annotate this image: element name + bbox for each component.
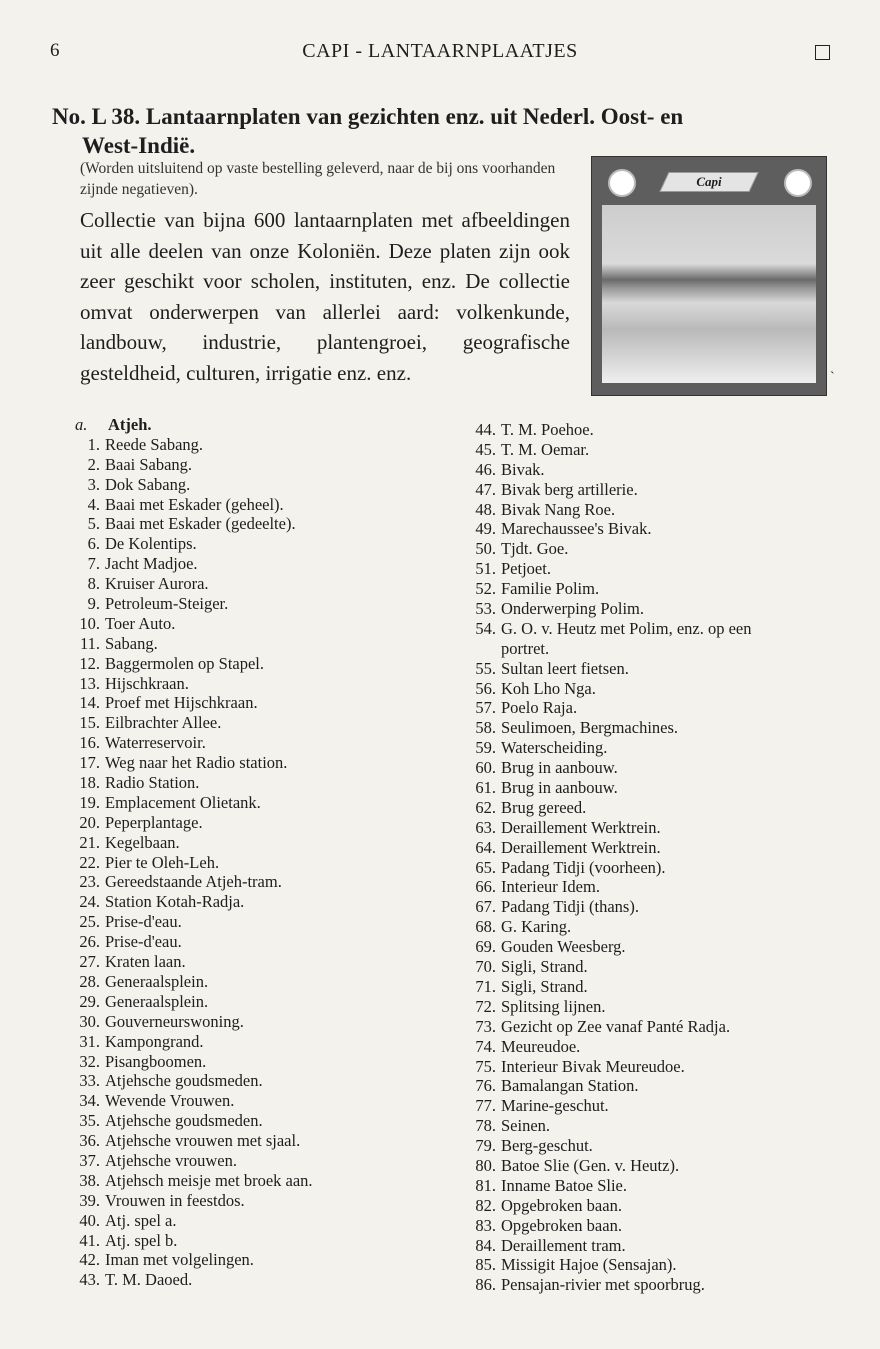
- item-number: 27.: [79, 952, 100, 972]
- item-title: G. Karing.: [501, 917, 572, 937]
- item-title: Weg naar het Radio station.: [105, 753, 288, 773]
- item-number: 24.: [79, 892, 100, 912]
- item-title: Brug in aanbouw.: [501, 758, 618, 778]
- item-number: 74.: [475, 1036, 496, 1056]
- item-title: Kraten laan.: [105, 952, 186, 972]
- slide-label-text: Capi: [696, 174, 722, 189]
- section-letter: a.: [75, 415, 88, 434]
- item-number: 5.: [87, 514, 100, 534]
- item-title: Kampongrand.: [105, 1031, 204, 1051]
- item-title: Atjehsche vrouwen met sjaal.: [105, 1131, 301, 1151]
- item-title: Poelo Raja.: [501, 698, 578, 718]
- item-title: Atj. spel a.: [105, 1210, 177, 1230]
- slide-hole-right-icon: [784, 169, 812, 197]
- slide-label: [659, 172, 758, 192]
- item-title: Sabang.: [105, 633, 158, 653]
- heading-line-2: West-Indië.: [82, 133, 196, 158]
- item-number: 3.: [87, 474, 100, 494]
- item-number: 45.: [475, 439, 496, 459]
- item-title: Interieur Bivak Meureudoe.: [501, 1056, 685, 1076]
- item-title: Bivak Nang Roe.: [501, 499, 616, 519]
- item-title: Vrouwen in feestdos.: [105, 1190, 245, 1210]
- slide-hole-left-icon: [608, 169, 636, 197]
- item-number: 41.: [79, 1230, 100, 1250]
- item-title: Jacht Madjoe.: [105, 554, 198, 574]
- item-number: 17.: [79, 753, 100, 773]
- item-title: Baai Sabang.: [105, 454, 193, 474]
- item-title: Kruiser Aurora.: [105, 574, 209, 594]
- item-number: 28.: [79, 971, 100, 991]
- item-number: 39.: [79, 1190, 100, 1210]
- item-title: portret.: [501, 638, 550, 658]
- item-number: 34.: [79, 1091, 100, 1111]
- item-title: Batoe Slie (Gen. v. Heutz).: [501, 1155, 680, 1175]
- running-title: CAPI - LANTAARNPLAATJES: [302, 40, 578, 62]
- item-title: Onderwerping Polim.: [501, 599, 644, 619]
- item-title: Waterreservoir.: [105, 733, 206, 753]
- item-title: Meureudoe.: [501, 1036, 581, 1056]
- item-title: Brug gereed.: [501, 797, 587, 817]
- item-title: Padang Tidji (thans).: [501, 897, 639, 917]
- item-title: Toer Auto.: [105, 613, 176, 633]
- item-title: Interieur Idem.: [501, 877, 600, 897]
- item-title: Peperplantage.: [105, 812, 203, 832]
- item-title: Atjehsche vrouwen.: [105, 1150, 237, 1170]
- item-title: Generaalsplein.: [105, 971, 209, 991]
- item-number: 61.: [475, 778, 496, 798]
- item-number: 1.: [87, 434, 100, 454]
- item-number: 65.: [475, 857, 496, 877]
- item-number: 84.: [475, 1235, 496, 1255]
- item-title: T. M. Oemar.: [501, 439, 590, 459]
- item-number: 86.: [475, 1275, 496, 1295]
- page-number: 6: [50, 40, 60, 61]
- item-title: Prise-d'eau.: [105, 932, 182, 952]
- item-title: Eilbrachter Allee.: [105, 713, 222, 733]
- item-title: Berg-geschut.: [501, 1136, 593, 1156]
- item-number: 57.: [475, 698, 496, 718]
- item-number: 58.: [475, 718, 496, 738]
- item-title: T. M. Daoed.: [105, 1270, 193, 1290]
- item-title: Splitsing lijnen.: [501, 996, 606, 1016]
- page-header: [50, 40, 830, 68]
- item-number: 35.: [79, 1111, 100, 1131]
- item-number: 25.: [79, 912, 100, 932]
- item-number: 15.: [79, 713, 100, 733]
- item-number: 32.: [79, 1051, 100, 1071]
- item-number: 19.: [79, 792, 100, 812]
- item-title: Opgebroken baan.: [501, 1215, 622, 1235]
- item-number: 48.: [475, 499, 496, 519]
- item-number: 50.: [475, 539, 496, 559]
- item-number: 30.: [79, 1011, 100, 1031]
- item-title: Petjoet.: [501, 559, 551, 579]
- item-title: Atjehsche goudsmeden.: [105, 1071, 263, 1091]
- item-title: Pier te Oleh-Leh.: [105, 852, 220, 872]
- item-number: 38.: [79, 1170, 100, 1190]
- item-number: 21.: [79, 832, 100, 852]
- item-number: 51.: [475, 559, 496, 579]
- item-number: 49.: [475, 519, 496, 539]
- item-title: Tjdt. Goe.: [501, 539, 569, 559]
- item-title: Familie Polim.: [501, 579, 600, 599]
- item-number: 55.: [475, 658, 496, 678]
- item-title: Opgebroken baan.: [501, 1195, 622, 1215]
- item-number: 20.: [79, 812, 100, 832]
- item-title: Pensajan-rivier met spoorbrug.: [501, 1275, 705, 1295]
- item-number: 43.: [79, 1270, 100, 1290]
- item-title: T. M. Poehoe.: [501, 420, 594, 439]
- item-number: 70.: [475, 957, 496, 977]
- item-number: 4.: [87, 494, 100, 514]
- item-number: 52.: [475, 579, 496, 599]
- item-number: 82.: [475, 1195, 496, 1215]
- item-title: Koh Lho Nga.: [501, 678, 596, 698]
- item-number: 69.: [475, 937, 496, 957]
- item-number: 7.: [87, 554, 100, 574]
- item-title: Bamalangan Station.: [501, 1076, 639, 1096]
- item-number: 54.: [475, 618, 496, 638]
- item-number: 83.: [475, 1215, 496, 1235]
- item-title: Proef met Hijschkraan.: [105, 693, 258, 713]
- item-number: 13.: [79, 673, 100, 693]
- item-title: Brug in aanbouw.: [501, 778, 618, 798]
- slide-photo: [602, 205, 816, 383]
- item-number: 62.: [475, 797, 496, 817]
- item-number: 56.: [475, 678, 496, 698]
- item-number: 29.: [79, 991, 100, 1011]
- item-number: 14.: [79, 693, 100, 713]
- item-number: 46.: [475, 459, 496, 479]
- item-title: Waterscheiding.: [501, 738, 608, 758]
- item-title: Wevende Vrouwen.: [105, 1091, 235, 1111]
- item-title: Marechaussee's Bivak.: [501, 519, 652, 539]
- item-title: Gereedstaande Atjeh-tram.: [105, 872, 282, 892]
- item-title: Bivak.: [501, 459, 545, 479]
- checkbox-square-icon: [815, 45, 830, 60]
- item-title: Iman met volgelingen.: [105, 1250, 254, 1270]
- item-title: Pisangboomen.: [105, 1051, 207, 1071]
- heading-line-1: No. L 38. Lantaarnplaten van gezichten enz. uit Nederl. Oost- en: [52, 104, 684, 129]
- item-title: Station Kotah-Radja.: [105, 892, 245, 912]
- item-title: De Kolentips.: [105, 534, 197, 554]
- item-number: 81.: [475, 1175, 496, 1195]
- item-number: 78.: [475, 1116, 496, 1136]
- item-number: 85.: [475, 1255, 496, 1275]
- item-number: 77.: [475, 1096, 496, 1116]
- item-number: 37.: [79, 1150, 100, 1170]
- item-number: 26.: [79, 932, 100, 952]
- item-title: Seinen.: [501, 1116, 551, 1136]
- item-number: 2.: [87, 454, 100, 474]
- item-title: Bivak berg artillerie.: [501, 479, 638, 499]
- item-title: Atjehsch meisje met broek aan.: [105, 1170, 313, 1190]
- item-number: 59.: [475, 738, 496, 758]
- item-title: Baggermolen op Stapel.: [105, 653, 265, 673]
- item-title: Radio Station.: [105, 773, 200, 793]
- item-number: 33.: [79, 1071, 100, 1091]
- item-number: 18.: [79, 773, 100, 793]
- item-number: 76.: [475, 1076, 496, 1096]
- item-title: Dok Sabang.: [105, 474, 191, 494]
- item-title: Hijschkraan.: [105, 673, 189, 693]
- item-title: Sultan leert fietsen.: [501, 658, 629, 678]
- item-title: Reede Sabang.: [105, 434, 204, 454]
- item-number: 79.: [475, 1136, 496, 1156]
- item-number: 67.: [475, 897, 496, 917]
- item-title: Sigli, Strand.: [501, 957, 588, 977]
- item-number: 11.: [79, 633, 100, 653]
- item-number: 8.: [87, 574, 100, 594]
- item-title: Generaalsplein.: [105, 991, 209, 1011]
- item-title: Petroleum-Steiger.: [105, 594, 229, 614]
- item-title: Emplacement Olietank.: [105, 792, 261, 812]
- item-number: 9.: [87, 594, 100, 614]
- margin-mark: ˴: [830, 364, 835, 379]
- item-title: Missigit Hajoe (Sensajan).: [501, 1255, 677, 1275]
- item-title: Seulimoen, Bergmachines.: [501, 718, 679, 738]
- item-title: Baai met Eskader (gedeelte).: [105, 514, 296, 534]
- item-title: Gouverneurswoning.: [105, 1011, 244, 1031]
- item-title: G. O. v. Heutz met Polim, enz. op een: [501, 618, 752, 638]
- item-number: 16.: [79, 733, 100, 753]
- item-number: 36.: [79, 1131, 100, 1151]
- item-number: 72.: [475, 996, 496, 1016]
- section-name: Atjeh.: [108, 415, 152, 434]
- item-number: 40.: [79, 1210, 100, 1230]
- item-number: 22.: [79, 852, 100, 872]
- item-number: 80.: [475, 1155, 496, 1175]
- item-number: 12.: [79, 653, 100, 673]
- intro-paragraph: Collectie van bijna 600 lantaarnplaten met afbeeldingen uit alle deelen van onze Koloniën. Deze platen zijn ook zeer geschikt voor scholen, instituten, enz. De collectie omvat onderwerpen van allerlei aard: volkenkunde, landbouw, industrie, plantengroei, geografische gesteldheid, culturen, irrigatie enz. enz.: [80, 208, 570, 385]
- item-number: 53.: [475, 599, 496, 619]
- item-number: 6.: [87, 534, 100, 554]
- item-title: Atjehsche goudsmeden.: [105, 1111, 263, 1131]
- item-number: 42.: [79, 1250, 100, 1270]
- item-title: Inname Batoe Slie.: [501, 1175, 628, 1195]
- item-number: 10.: [79, 613, 100, 633]
- item-number: 71.: [475, 976, 496, 996]
- item-number: 68.: [475, 917, 496, 937]
- item-title: Sigli, Strand.: [501, 976, 588, 996]
- item-title: Gouden Weesberg.: [501, 937, 626, 957]
- catalog-heading: [52, 102, 832, 160]
- item-title: Deraillement Werktrein.: [501, 837, 661, 857]
- item-title: Gezicht op Zee vanaf Panté Radja.: [501, 1016, 731, 1036]
- item-number: 47.: [475, 479, 496, 499]
- item-number: 63.: [475, 817, 496, 837]
- item-title: Baai met Eskader (geheel).: [105, 494, 284, 514]
- item-title: Deraillement Werktrein.: [501, 817, 661, 837]
- item-number: 75.: [475, 1056, 496, 1076]
- item-number: 60.: [475, 758, 496, 778]
- item-title: Atj. spel b.: [105, 1230, 178, 1250]
- item-number: 73.: [475, 1016, 496, 1036]
- item-title: Deraillement tram.: [501, 1235, 626, 1255]
- item-title: Padang Tidji (voorheen).: [501, 857, 666, 877]
- item-number: 44.: [475, 420, 496, 439]
- item-number: 23.: [79, 872, 100, 892]
- item-title: Prise-d'eau.: [105, 912, 182, 932]
- item-title: Marine-geschut.: [501, 1096, 609, 1116]
- item-number: 64.: [475, 837, 496, 857]
- item-title: Kegelbaan.: [105, 832, 180, 852]
- lantern-slide-image: [591, 156, 827, 396]
- item-number: 66.: [475, 877, 496, 897]
- order-note: (Worden uitsluitend op vaste bestelling geleverd, naar de bij ons voorhanden zijnde negatieven).: [80, 160, 556, 198]
- item-number: 31.: [79, 1031, 100, 1051]
